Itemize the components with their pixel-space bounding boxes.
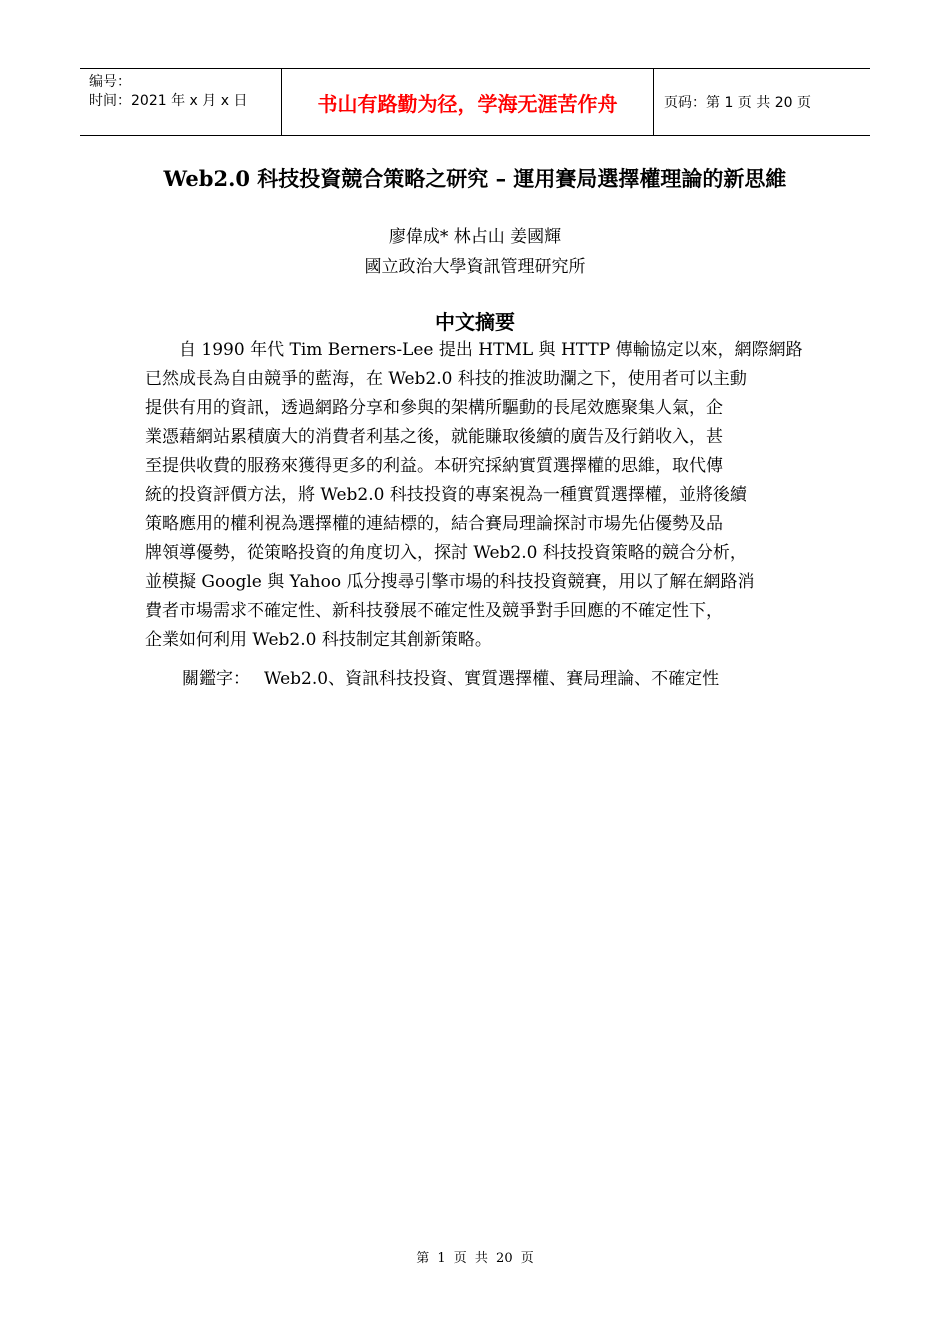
abstract-body [145,336,809,655]
abstract-line: 業憑藉網站累積廣大的消費者利基之後，就能賺取後續的廣告及行銷收入，甚 [145,427,723,447]
abstract-line: 牌領導優勢，從策略投資的角度切入，探討 Web2.0 科技投資策略的競合分析， [145,543,747,563]
abstract-line: 至提供收費的服務來獲得更多的利益。本研究採納實質選擇權的思維，取代傳 [145,456,723,476]
abstract-heading: 中文摘要 [435,310,515,334]
abstract-line: 並模擬 Google 與 Yahoo 瓜分搜尋引擎市場的科技投資競賽，用以了解在網路消 [145,572,755,592]
paper-affiliation: 國立政治大學資訊管理研究所 [364,257,586,277]
abstract-line: 企業如何利用 Web2.0 科技制定其創新策略。 [145,630,492,650]
keywords-list: Web2.0、資訊科技投資、實質選擇權、賽局理論、不確定性 [264,669,720,689]
abstract-line: 統的投資評價方法，將 Web2.0 科技投資的專案視為一種實質選擇權，並將後續 [145,485,747,505]
abstract-line: 自 1990 年代 Tim Berners-Lee 提出 HTML 與 HTTP 傳輸協定以來，網際網路 [179,340,803,360]
keywords-label: 關鑑字： [182,669,250,689]
paper-title: Web2.0 科技投資競合策略之研究 – 運用賽局選擇權理論的新思維 [163,166,787,191]
header-meta-cell [80,69,281,135]
abstract-line: 策略應用的權利視為選擇權的連結標的，結合賽局理論探討市場先佔優勢及品 [145,514,723,534]
header-page-cell [654,69,870,135]
page-footer: 第 1 页 共 20 页 [416,1251,534,1266]
header-page-info: 页码：第 1 页 共 20 页 [664,95,811,111]
motto-text: 书山有路勤为径，学海无涯苦作舟 [317,91,618,116]
paper-authors: 廖偉成* 林占山 姜國輝 [388,227,562,247]
keywords-line [182,664,719,689]
abstract-line: 費者市場需求不確定性、新科技發展不確定性及競爭對手回應的不確定性下， [145,601,723,621]
date-label: 时间：2021 年 x 月 x 日 [89,93,248,109]
abstract-line: 已然成長為自由競爭的藍海，在 Web2.0 科技的推波助瀾之下，使用者可以主動 [145,369,747,389]
abstract-line: 提供有用的資訊，透過網路分享和參與的架構所驅動的長尾效應聚集人氣，企 [145,398,723,418]
document-header [80,68,870,136]
number-label: 编号： [89,74,131,90]
header-motto-cell [281,69,654,135]
